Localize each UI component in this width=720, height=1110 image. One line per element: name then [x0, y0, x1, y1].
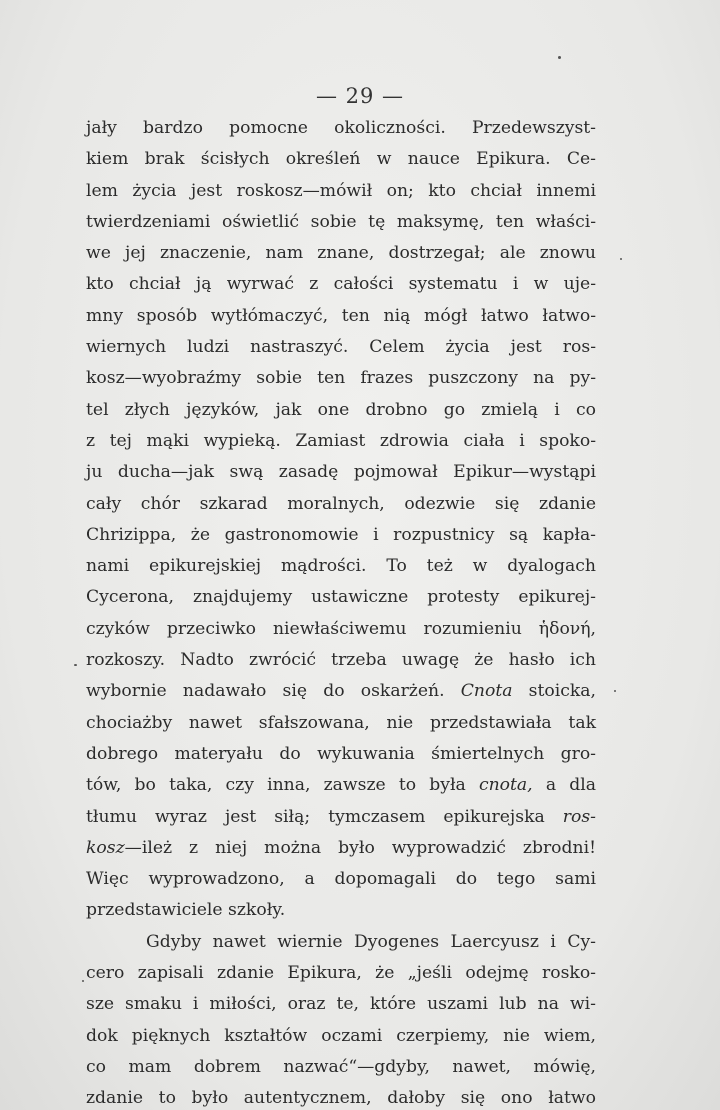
- text-line: [86, 770, 596, 801]
- print-speck: [82, 980, 84, 982]
- text-line: z tej mąki wypieką. Zamiast zdrowia ciała i spoko-: [86, 430, 596, 451]
- page-number: — 29 —: [315, 84, 405, 108]
- italic-word: Cnota: [460, 681, 513, 702]
- text-line: jały bardzo pomocne okoliczności. Przedewszyst-: [86, 118, 596, 138]
- text-line: cero zapisali zdanie Epikura, że „jeśli odejmę rosko-: [86, 963, 596, 984]
- text-line: [86, 833, 596, 864]
- text-line: sze smaku i miłości, oraz te, które uszami lub na wi-: [86, 994, 596, 1015]
- text-line: kiem brak ścisłych określeń w nauce Epikura. Ce-: [86, 149, 596, 170]
- text-line: kto chciał ją wyrwać z całości systematu i w uje-: [86, 274, 596, 295]
- text-line: twierdzeniami oświetlić sobie tę maksymę, ten właści-: [86, 211, 596, 232]
- text-line: Gdyby nawet wiernie Dyogenes Laercyusz i Cy-: [146, 931, 596, 952]
- text-line: dok pięknych kształtów oczami czerpiemy, nie wiem,: [86, 1025, 596, 1046]
- print-speck: [620, 258, 622, 260]
- italic-word: kosz: [86, 837, 125, 858]
- text-line: mny sposób wytłómaczyć, ten nią mógł łatwo łatwo-: [86, 305, 596, 326]
- text-line: rozkoszy. Nadto zwrócić trzeba uwagę że hasło ich: [86, 650, 596, 671]
- text-line: co mam dobrem nazwać“—gdyby, nawet, mówię,: [86, 1056, 596, 1077]
- text-line: chociażby nawet sfałszowana, nie przedstawiała tak: [86, 712, 596, 733]
- text-line: Więc wyprowadzono, a dopomagali do tego sami: [86, 869, 596, 890]
- text-line: we jej znaczenie, nam znane, dostrzegał; ale znowu: [86, 243, 596, 264]
- text-line: lem życia jest roskosz—mówił on; kto chciał innemi: [86, 180, 596, 201]
- print-speck: [614, 690, 616, 692]
- text-segment: —ileż z niej można było wyprowadzić zbrodni!: [124, 837, 596, 858]
- body-text: [86, 113, 596, 1110]
- text-line: nami epikurejskiej mądrości. To też w dyalogach: [86, 556, 596, 577]
- text-segment: tów, bo taka, czy inna, zawsze to była: [86, 775, 466, 796]
- text-line: Chrizippa, że gastronomowie i rozpustnicy są kapła-: [86, 524, 596, 545]
- text-line: przedstawiciele szkoły.: [86, 900, 286, 921]
- text-line: wiernych ludzi nastraszyć. Celem życia jest ros-: [86, 337, 596, 358]
- print-speck: [558, 56, 561, 59]
- text-line: [86, 676, 596, 707]
- text-line: zdanie to było autentycznem, dałoby się ono łatwo: [86, 1088, 596, 1109]
- text-segment: a dla: [545, 775, 596, 796]
- text-line: czyków przeciwko niewłaściwemu rozumieniu ἡδονή,: [86, 618, 596, 639]
- italic-word: ros-: [562, 806, 596, 827]
- text-line: tel złych języków, jak one drobno go zmielą i co: [86, 399, 596, 420]
- text-segment: stoicka,: [528, 681, 596, 702]
- text-segment: tłumu wyraz jest siłą; tymczasem epikurejska: [86, 806, 545, 827]
- text-line: cały chór szkarad moralnych, odezwie się zdanie: [86, 493, 596, 514]
- text-segment: wybornie nadawało się do oskarżeń.: [86, 681, 445, 702]
- text-line: ju ducha—jak swą zasadę pojmował Epikur—wystąpi: [86, 462, 596, 483]
- italic-word: cnota,: [478, 775, 533, 796]
- print-speck: [74, 664, 77, 666]
- text-line: Cycerona, znajdujemy ustawiczne protesty epikurej-: [86, 587, 596, 608]
- text-line: dobrego materyału do wykuwania śmiertelnych gro-: [86, 743, 596, 764]
- text-line: kosz—wyobraźmy sobie ten frazes puszczony na py-: [86, 368, 596, 389]
- text-line: [86, 802, 596, 833]
